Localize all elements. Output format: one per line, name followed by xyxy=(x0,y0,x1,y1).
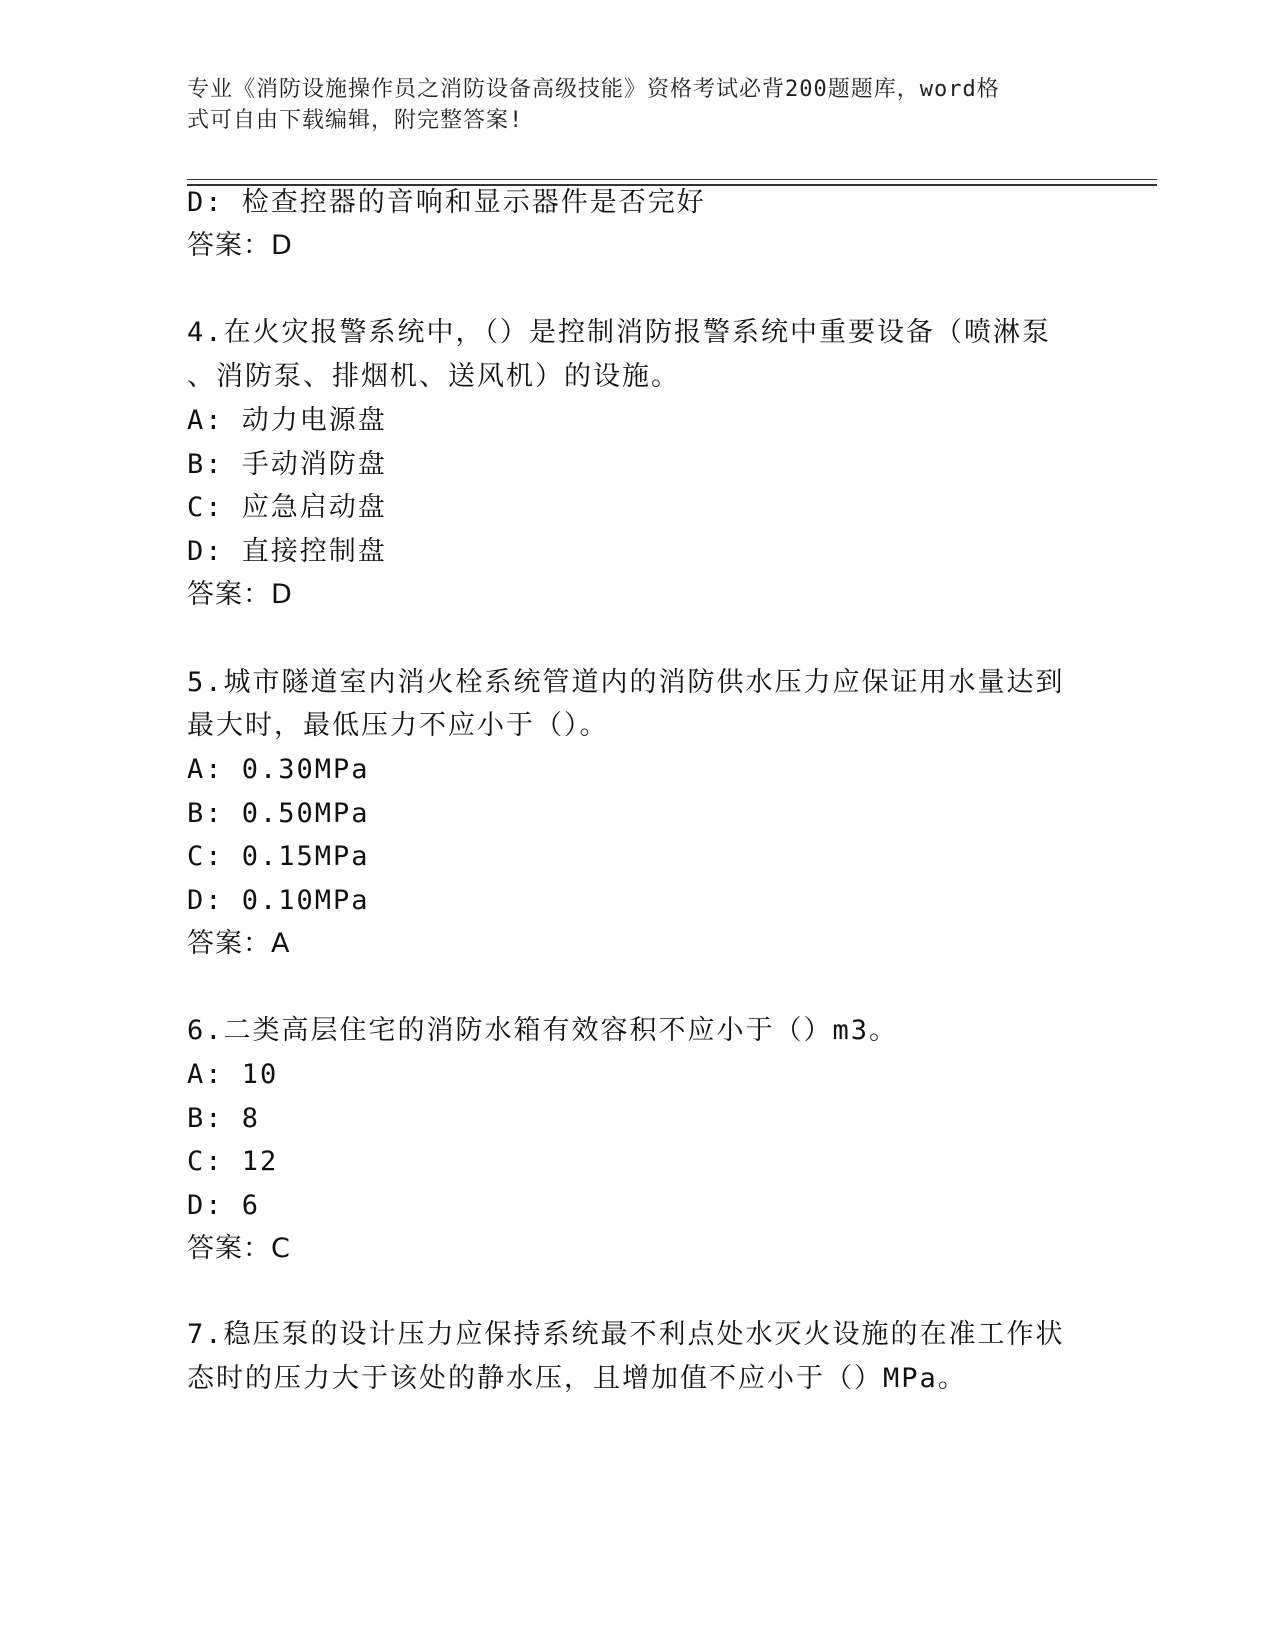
document-title xyxy=(187,74,1067,136)
question-stem-line-1: 6.二类高层住宅的消防水箱有效容积不应小于（）m3。 xyxy=(187,1015,899,1046)
option-c: C: 12 xyxy=(187,1146,279,1177)
option-d: D: 直接控制盘 xyxy=(187,536,387,567)
option-c: C: 应急启动盘 xyxy=(187,492,387,523)
question-stem-line-1: 4.在火灾报警系统中，（）是控制消防报警系统中重要设备（喷淋泵 xyxy=(187,317,1052,348)
option-a: A: 10 xyxy=(187,1059,279,1090)
answer: 答案：C xyxy=(187,1233,291,1264)
option-b: B: 手动消防盘 xyxy=(187,449,387,480)
question-stem-line-1: 5.城市隧道室内消火栓系统管道内的消防供水压力应保证用水量达到 xyxy=(187,667,1065,698)
header-divider-thin xyxy=(187,179,1157,180)
option-c: C: 0.15MPa xyxy=(187,841,370,872)
option-a: A: 0.30MPa xyxy=(187,754,370,785)
option-a: A: 动力电源盘 xyxy=(187,405,387,436)
document-title-line-2: 式可自由下载编辑，附完整答案! xyxy=(187,108,524,133)
option-d: D: 检查控器的音响和显示器件是否完好 xyxy=(187,187,706,218)
option-d: D: 0.10MPa xyxy=(187,885,370,916)
question-stem-line-1: 7.稳压泵的设计压力应保持系统最不利点处水灭火设施的在准工作状 xyxy=(187,1319,1065,1350)
option-b: B: 0.50MPa xyxy=(187,798,370,829)
question-stem-line-2: 、消防泵、排烟机、送风机）的设施。 xyxy=(187,361,680,392)
question-stem-line-2: 最大时，最低压力不应小于（）。 xyxy=(187,710,609,741)
option-d: D: 6 xyxy=(187,1190,261,1221)
question-stem-line-2: 态时的压力大于该处的静水压，且增加值不应小于（）MPa。 xyxy=(187,1363,967,1394)
document-title-line-1: 专业《消防设施操作员之消防设备高级技能》资格考试必背200题题库，word格 xyxy=(187,77,1000,102)
answer: 答案：A xyxy=(187,928,291,959)
answer: 答案：D xyxy=(187,579,293,610)
answer: 答案：D xyxy=(187,230,293,261)
option-b: B: 8 xyxy=(187,1103,261,1134)
